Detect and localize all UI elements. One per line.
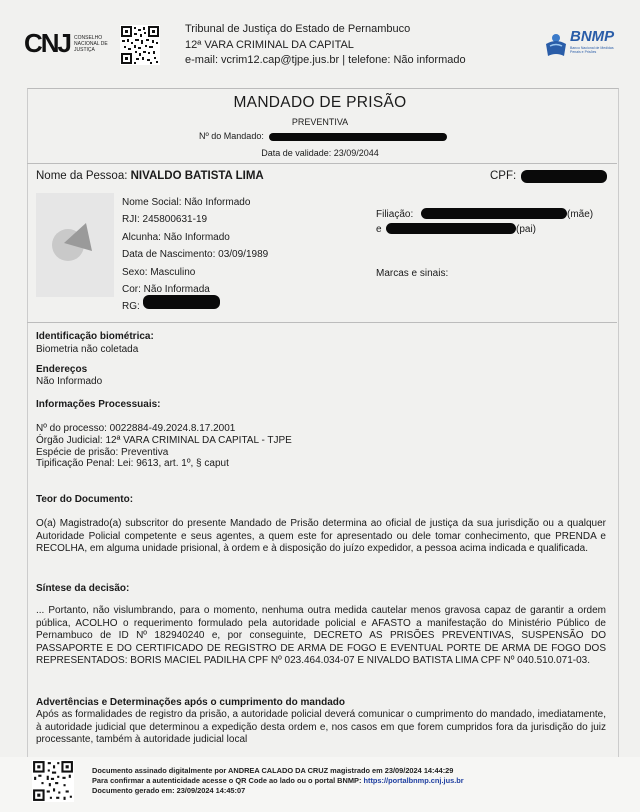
advert-title: Advertências e Determinações após o cumprimento do mandado [36, 697, 345, 708]
court-contact: e-mail: vcrim12.cap@tjpe.jus.br | telefone: Não informado [185, 54, 466, 66]
person-name-label: Nome da Pessoa: [36, 170, 128, 182]
process-title: Informações Processuais: [36, 399, 161, 410]
redacted-warrant-number [269, 133, 447, 141]
bnmp-shield-icon [544, 32, 568, 58]
redacted-father-name [386, 223, 516, 234]
cnj-logo [24, 28, 116, 59]
orgao-judicial: Órgão Judicial: 12ª VARA CRIMINAL DA CAPITAL - TJPE [36, 434, 292, 446]
court-vara: 12ª VARA CRIMINAL DA CAPITAL [185, 38, 354, 51]
rji: RJI: 245800631-19 [122, 214, 208, 226]
address-title: Endereços [36, 364, 88, 375]
generated-line: Documento gerado em: 23/09/2024 14:45:07 [92, 786, 246, 795]
cpf-label: CPF: [490, 170, 517, 182]
marcas-label: Marcas e sinais: [376, 268, 449, 279]
person-photo-placeholder [36, 193, 114, 297]
redacted-rg [143, 295, 220, 309]
especie-prisao: Espécie de prisão: Preventiva [36, 446, 169, 458]
teor-text: O(a) Magistrado(a) subscritor do presente Mandado de Prisão determina ao oficial de justiça da sua jurisdição ou a qualquer Autoridade Policial competente e seus agentes, a quem este for apresentado ou dele tomar conhecimento, que PRENDA e RECOLHA, em alguma unidade prisional, à ordem e à disposição do juízo expedidor, a pessoa acima indicada e qualificada. [36, 518, 606, 555]
bnmp-logo-text: BNMP [570, 28, 615, 45]
rg-label: RG: [122, 301, 140, 313]
address-value: Não Informado [36, 376, 103, 387]
biometric-title: Identificação biométrica: [36, 331, 154, 342]
divider [27, 322, 617, 323]
court-name: Tribunal de Justiça do Estado de Pernambuco [185, 23, 411, 35]
redacted-mother-name [421, 208, 567, 219]
authenticity-text: Para confirmar a autenticidade acesse o QR Code ao lado ou o portal BNMP: [92, 776, 362, 785]
tipificacao-penal: Tipificação Penal: Lei: 9613, art. 1º, § caput [36, 458, 229, 470]
warrant-title: MANDADO DE PRISÃO [233, 94, 407, 111]
teor-title: Teor do Documento: [36, 494, 134, 505]
biometric-value: Biometria não coletada [36, 344, 139, 355]
footer-qr-code-icon[interactable] [32, 760, 74, 802]
person-name: NIVALDO BATISTA LIMA [130, 170, 264, 182]
signature-line: Documento assinado digitalmente por ANDREA CALADO DA CRUZ magistrado em 23/09/2024 14:44:29 [92, 766, 454, 775]
advert-text: Após as formalidades de registro da prisão, a autoridade policial deverá comunicar o cumprimento do mandado, imediatamente, à autoridade judicial que determinou a expedição desta ordem e, nos casos em que forem cumpridos fora da jurisdição do juiz processante, também à autoridade judicial local [36, 709, 606, 746]
birth-date: Data de Nascimento: 03/09/1989 [122, 249, 269, 261]
sintese-title: Síntese da decisão: [36, 583, 130, 594]
divider [27, 163, 617, 164]
process-info [36, 423, 292, 470]
father-tag: (pai) [516, 224, 537, 235]
authenticity-line [92, 776, 464, 786]
cnj-logo-mark: CNJ [24, 28, 71, 58]
person-name-row [36, 170, 264, 182]
process-number: Nº do processo: 0022884-49.2024.8.17.2001 [36, 423, 236, 434]
redacted-cpf [521, 170, 607, 183]
cnj-logo-subtitle: CONSELHO NACIONAL DE JUSTIÇA [74, 34, 108, 53]
bnmp-logo-subtitle: Banco Nacional de Medidas Penais e Prisões [570, 46, 614, 54]
social-name: Nome Social: Não Informado [122, 197, 251, 208]
alcunha: Alcunha: Não Informado [122, 231, 230, 243]
qr-code-icon[interactable] [120, 25, 160, 65]
court-info [185, 22, 466, 69]
mother-tag: (mãe) [567, 209, 594, 220]
color: Cor: Não Informada [122, 284, 210, 296]
warrant-validity: Data de validade: 23/09/2044 [261, 148, 379, 158]
photo-placeholder-icon [36, 193, 114, 297]
filiacao-and: e [376, 224, 382, 235]
bnmp-logo [544, 26, 624, 60]
sintese-text: ... Portanto, não vislumbrando, para o momento, nenhuma outra medida cautelar menos gravosa capaz de garantir a ordem pública, ACOLHO o requerimento formulado pela autoridade policial e AFASTO a manifestação do Ministério Público de Pernambuco de ID Nº 182940240 e, por conseguinte, DECRETO AS PRISÕES PREVENTIVAS, SUSPENSÃO DO PASSAPORTE E DO CERTIFICADO DE REGISTRO DE ARMA DE FOGO E EVENTUAL PORTE DE ARMA DE FOGO DOS REPRESENTADOS: BORIS MACIEL PADILHA CPF Nº 023.464.034-07 E NIVALDO BATISTA LIMA CPF Nº 040.510.071-03. [36, 605, 606, 667]
document-header [0, 0, 640, 88]
sex: Sexo: Masculino [122, 266, 196, 278]
signature-info [92, 766, 464, 796]
bnmp-portal-link[interactable]: https://portalbnmp.cnj.jus.br [363, 776, 464, 785]
filiacao-label: Filiação: [376, 209, 414, 220]
warrant-number-label: Nº do Mandado: [199, 131, 264, 141]
warrant-type: PREVENTIVA [291, 117, 349, 127]
